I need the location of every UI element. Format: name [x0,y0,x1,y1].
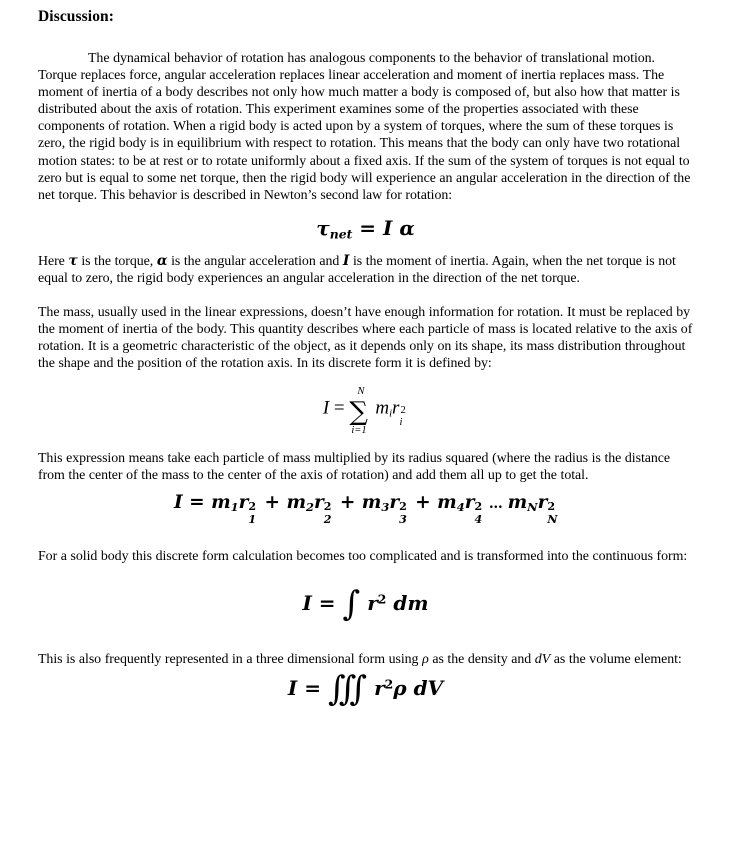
eq3-term-1-radius-subscript: 1 [248,512,257,526]
p6-segment-a: This is also frequently represented in a three dimensional form using [38,652,423,668]
inline-alpha-symbol: α [156,253,168,270]
summation-operator [349,385,375,436]
eq2-radius-exponent: 2 [400,404,406,416]
eq3-equals-sign: = [189,492,205,514]
summation-upper-limit: N [357,385,365,397]
p6-segment-c: as the volume element: [550,652,682,668]
eq3-term-n-radius-exponent: 2 [547,499,556,513]
inline-tau-symbol: τ [68,253,78,270]
eq3-term-2-radius-exponent: 2 [323,499,332,513]
eq3-term-3-mass: m [361,492,382,514]
eq5-differential: dV [413,676,444,701]
p2-segment-c: is the angular acceleration and [167,254,343,270]
eq3-term-n-mass-subscript: N [527,500,538,515]
eq3-term-2-mass-subscript: 2 [306,500,314,515]
eq3-term-n-radius: r [537,492,548,514]
eq4-lhs: I [302,591,312,616]
eq3-term-3-mass-subscript: 3 [381,500,390,515]
eq5-equals-sign: = [304,676,322,701]
eq3-term-4-radius-subscript: 4 [474,512,483,526]
eq5-radius-exponent: 2 [384,677,394,693]
eq3-term-n-radius-subscript: N [547,512,558,526]
eq4-radius-symbol: r [367,591,378,616]
inline-density-symbol: ρ [422,652,429,668]
eq5-density-symbol: ρ [393,676,407,701]
p2-segment-d: is the moment of inertia. Again, when the net torque is not equal to zero, the rigid body experiences an angular acceleration in the direction of the net torque. [38,254,676,287]
eq2-radius-subscript: i [399,417,403,429]
eq3-term-4-mass: m [437,492,457,514]
eq3-plus-3: + [415,492,431,514]
eq3-plus-1: + [264,492,280,514]
paragraph-continuous-form: For a solid body this discrete form calculation becomes too complicated and is transformed into the continuous form: [38,549,688,565]
paragraph-expression-meaning: This expression means take each particle of mass multiplied by its radius squared (where the radius is the distance from the center of the mass to the center of the axis of rotation) and add them all up to get the total. [38,450,671,483]
eq5-lhs: I [287,676,298,701]
eq3-term-4-radius-exponent: 2 [474,499,483,513]
paragraph-intro-text: The dynamical behavior of rotation has analogous components to the behavior of translational motion. Torque replaces force, angular acceleration replaces linear acceleration and moment of inertia replaces mass. The moment of inertia of a body describes not only how much matter a body is composed of, but also how that matter is distributed about the axis of rotation. This experiment examines some of the properties associated with these components of rotation. When a rigid body is acted upon by a system of torques, where the sum of these torques is zero, the rigid body is in equilibrium with respect to rotation. This means that the body can only have two rotational motion states: to be at rest or to rotate uniformly about a fixed axis. If the sum of the system of torques is not equal to zero but is equal to some net torque, then the rigid body will experience an angular acceleration in the direction of the net torque. This behavior is described in Newton’s second law for rotation: [38,51,691,203]
equation-tau-subscript: net [329,226,353,242]
eq2-mass-symbol: m [375,397,390,419]
equation-discrete-sum [38,385,693,436]
eq3-term-1-mass: m [211,492,231,514]
paragraph-intro [38,50,693,204]
eq3-ellipsis: … [488,496,503,513]
eq3-term-1-radius-exponent: 2 [248,499,257,513]
eq2-equals-sign: = [333,397,345,419]
equation-tau-symbol: τ [316,215,330,240]
summation-lower-limit: i=1 [351,424,367,436]
eq2-lhs: I [322,397,330,419]
p6-segment-b: as the density and [428,652,535,668]
eq3-lhs: I [174,492,183,514]
eq3-term-2-radius: r [314,492,324,514]
eq3-term-2-mass: m [286,492,307,514]
equation-triple-integral-form: I = ∫∫∫ $r^2\rho$ dV [287,669,444,710]
eq3-term-1-radius: r [238,492,249,514]
sigma-icon: ∑ [349,396,368,427]
equation-integral-form: I = ∫ $r^2$ dm [302,584,429,625]
equation-equals-sign: = [359,215,377,240]
eq2-mass-subscript: i [389,408,393,420]
p2-segment-b: is the torque, [77,254,157,270]
equation-inertia-symbol: I [383,215,393,240]
eq2-radius-symbol: r [392,397,400,419]
paragraph-mass-replacement: The mass, usually used in the linear expressions, doesn’t have enough information for rotation. It must be replaced by the moment of inertia of the body. This quantity describes where each particle of mass is located relative to the axis of rotation. It is a geometric characteristic of the object, as it depends only on its shape, its mass distribution throughout the shape and the position of the rotation axis. In its discrete form it is defined by: [38,304,693,371]
eq4-differential: dm [393,591,429,616]
eq3-term-n-mass: m [507,492,528,514]
eq3-term-3-radius: r [389,492,400,514]
eq3-term-4-radius: r [464,492,475,514]
p2-segment-a: Here [38,254,69,270]
eq4-equals-sign: = [318,591,336,616]
paragraph-torque-definitions [38,253,693,287]
paragraph-three-dimensional-form [38,651,693,668]
eq5-radius-symbol: r [374,676,385,701]
equation-expanded-sum [38,492,693,526]
document-content [38,8,693,710]
equation-newtons-second-law-rotation [38,216,693,241]
eq3-term-3-radius-subscript: 3 [399,512,407,526]
eq3-plus-2: + [339,492,356,514]
eq4-radius-exponent: 2 [377,591,387,607]
inline-inertia-symbol: I [342,253,350,270]
equation-alpha-symbol: α [399,215,415,240]
eq3-term-3-radius-exponent: 2 [399,499,407,513]
eq3-term-4-mass-subscript: 4 [456,500,465,515]
page-title: Discussion: [38,8,115,25]
inline-volume-element-symbol: dV [534,652,551,668]
eq3-term-1-mass-subscript: 1 [230,500,239,515]
eq3-term-2-radius-subscript: 2 [323,512,332,526]
